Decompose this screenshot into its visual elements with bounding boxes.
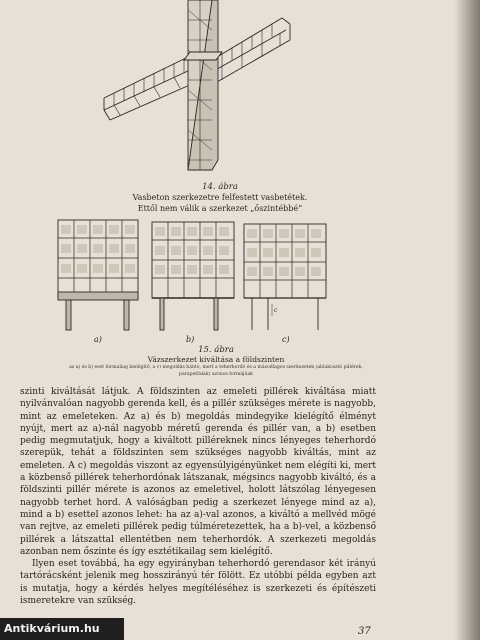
figure-15-number: 15. ábra	[198, 345, 234, 355]
figure-14-number: 14. ábra	[202, 182, 238, 192]
body-paragraph-1: szinti kiváltását látjuk. A földszinten az emeleti pillérek kiváltása miatt nyilvánvalóan nagyobb gerenda kell, és a pillér szükséges mérete is nagyobb, mint az emeleteken. Az a) és b) megoldás mindegyike kielégítő élményt nyújt, mert az a)-nál nagyobb méretű gerenda és pillér van, a b) esetben pedig megmutatjuk, hogy a kiváltott pilléreknek nincs lényeges teherhordó szerepük, tehát a földszinten sem szükséges nagyobb kiváltás, mint az emeleten. A c) megoldás viszont az egyensúlyigényünket nem elégíti ki, mert a közbenső pillérek teherhordónak látszanak, mégsincs nagyobb kiváltó, és a földszinti pillér mérete is azonos az emeletivel, holott látszólag lényegesen nagyobb terhet hord. A valóságban pedig a szerkezet lényege mind az a), mind a b) esettel azonos lehet: ha az a)-val azonos, a kiváltó a mellvéd mögé van rejtve, az emeleti pillérek pedig túlméretezettek, ha a b)-vel, a közbenső pillérek a látszattal ellentétben nem teherhordók. A szerkezeti megoldás azonban nem őszinte és így esztétikailag sem kielégítő.	[20, 387, 376, 557]
watermark: Antikvárium.hu	[0, 618, 124, 640]
facade-b	[152, 222, 234, 330]
figure-15-caption-note-1: az a) és b) eset formailag kielégítő, a c) megoldás bántó, mert a teherhordó és a másodlagos szerkezetek (ablakosztó pillérek,	[69, 365, 363, 370]
figure-15-caption-note-2: parapetfalak) azonos formájúak	[179, 371, 253, 377]
column	[184, 0, 222, 170]
body-paragraph-2: Ilyen eset továbbá, ha egy egyirányban teherhordó gerendasor két irányú tartórácsként jelenik meg hosszirányú tér fölött. Ez utóbbi példa egyben azt is mutatja, hogy a kérdés helyes megítéléséhez is szerkezeti és építészeti ismeretekre van szükség.	[20, 559, 376, 607]
figure-15-caption	[56, 345, 376, 378]
figure-14-caption-line-2: Ettől nem válik a szerkezet „őszintébbé”	[137, 204, 303, 213]
figure-14-drawing	[100, 0, 300, 182]
label-c: c)	[282, 335, 290, 344]
page-number: 37	[358, 626, 371, 637]
body-text	[20, 386, 376, 607]
figure-15-drawing	[56, 216, 336, 344]
label-b: b)	[186, 335, 195, 344]
figure-15-labels	[94, 307, 290, 344]
figure-15-caption-title: Vázszerkezet kiváltása a földszinten	[147, 355, 285, 364]
facade-a	[58, 220, 138, 330]
label-c-mark: c	[274, 307, 278, 314]
page-gutter-shadow	[454, 0, 480, 640]
label-a: a)	[94, 335, 102, 344]
figure-14-caption-line-1: Vasbeton szerkezetre felfestett vasbetétek.	[132, 193, 308, 202]
facade-c	[244, 224, 326, 330]
left-beam	[104, 56, 192, 120]
figure-14-caption	[120, 182, 320, 214]
